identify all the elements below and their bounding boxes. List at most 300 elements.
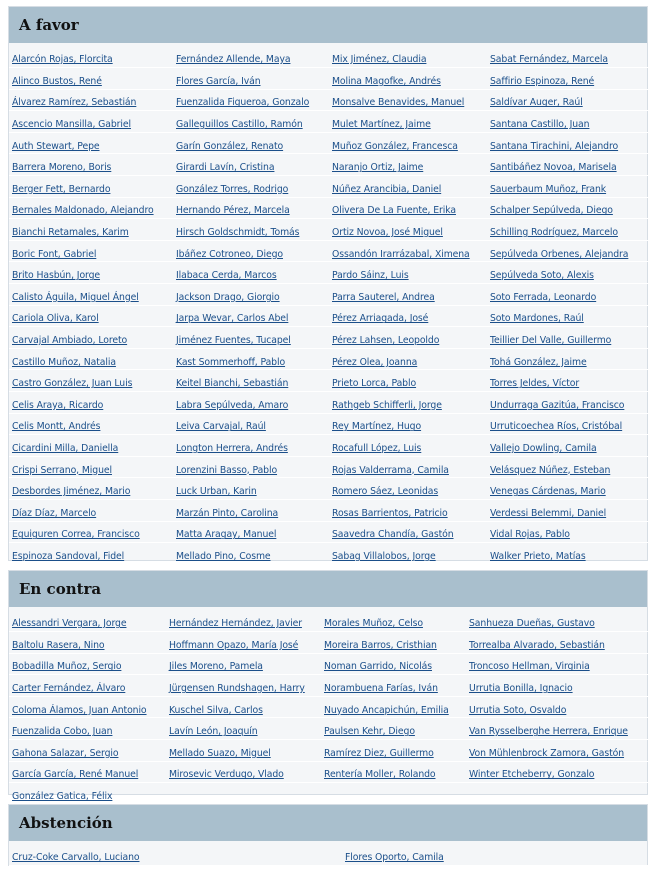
deputy-link[interactable]: Teillier Del Valle, Guillermo <box>490 335 612 347</box>
deputy-link[interactable]: Sepúlveda Soto, Alexis <box>490 270 594 282</box>
deputy-link[interactable]: Santana Castillo, Juan <box>490 119 590 131</box>
table-cell <box>329 284 487 306</box>
deputy-link[interactable]: Matta Aragay, Manuel <box>176 529 277 541</box>
table-row <box>9 718 649 740</box>
table-cell <box>329 327 487 349</box>
deputy-link[interactable]: Ramírez Diez, Guillermo <box>324 747 434 759</box>
table-cell <box>321 610 466 632</box>
table-cell <box>329 543 487 565</box>
deputy-link[interactable]: Cicardini Milla, Daniella <box>12 442 119 454</box>
table-cell <box>9 305 173 327</box>
table-cell <box>321 696 466 718</box>
deputy-link[interactable]: Bernales Maldonado, Alejandro <box>12 205 154 217</box>
table-cell <box>487 413 649 435</box>
deputy-link[interactable]: Pérez Arriagada, José <box>332 313 429 325</box>
table-row <box>9 284 649 306</box>
deputy-link[interactable]: Boric Font, Gabriel <box>12 248 97 260</box>
deputy-link[interactable]: Urrutia Bonilla, Ignacio <box>469 683 573 695</box>
table-cell <box>9 696 166 718</box>
table-cell <box>321 675 466 697</box>
table-cell <box>9 543 173 565</box>
deputy-link[interactable]: Longton Herrera, Andrés <box>176 442 288 454</box>
names-table-abstencion <box>9 844 649 866</box>
deputy-link[interactable]: Labra Sepúlveda, Amaro <box>176 399 289 411</box>
deputy-link[interactable]: Crispi Serrano, Miguel <box>12 464 112 476</box>
table-cell <box>9 284 173 306</box>
deputy-link[interactable]: Calisto Águila, Miguel Ángel <box>12 291 139 303</box>
table-cell <box>9 327 173 349</box>
table-cell <box>173 478 329 500</box>
table-cell <box>9 68 173 90</box>
table-cell <box>487 543 649 565</box>
deputy-link[interactable]: Von Mühlenbrock Zamora, Gastón <box>469 747 625 759</box>
section-title-abstencion: Abstención <box>9 805 647 841</box>
table-cell <box>166 740 321 762</box>
deputy-link[interactable]: Cruz-Coke Carvallo, Luciano <box>12 852 140 864</box>
deputy-link[interactable]: Ibáñez Cotroneo, Diego <box>176 248 283 260</box>
table-cell <box>173 154 329 176</box>
deputy-link[interactable]: Ortiz Novoa, José Miguel <box>332 227 443 239</box>
deputy-link[interactable]: Tohá González, Jaime <box>490 356 587 368</box>
table-cell <box>487 46 649 68</box>
deputy-link[interactable]: Rocafull López, Luis <box>332 442 422 454</box>
table-cell <box>9 219 173 241</box>
table-row <box>9 219 649 241</box>
table-row <box>9 413 649 435</box>
table-cell <box>173 499 329 521</box>
table-cell <box>321 761 466 783</box>
deputy-link[interactable]: Prieto Lorca, Pablo <box>332 378 417 390</box>
table-cell <box>466 610 649 632</box>
table-cell <box>487 478 649 500</box>
deputy-link[interactable]: Jiles Moreno, Pamela <box>169 661 263 673</box>
deputy-link[interactable]: Álvarez Ramírez, Sebastián <box>12 97 137 109</box>
deputy-link[interactable]: Bobadilla Muñoz, Sergio <box>12 661 122 673</box>
table-row <box>9 348 649 370</box>
table-cell <box>9 740 166 762</box>
deputy-link[interactable]: Sanhueza Dueñas, Gustavo <box>469 618 595 630</box>
table-cell <box>466 653 649 675</box>
deputy-link[interactable]: Keitel Bianchi, Sebastián <box>176 378 289 390</box>
deputy-link[interactable]: Fuenzalida Cobo, Juan <box>12 726 113 738</box>
table-cell <box>173 521 329 543</box>
deputy-link[interactable]: Berger Fett, Bernardo <box>12 183 111 195</box>
table-cell <box>9 761 166 783</box>
table-cell <box>9 197 173 219</box>
table-cell <box>173 413 329 435</box>
table-cell <box>321 740 466 762</box>
section-title-en-contra: En contra <box>9 571 647 607</box>
deputy-link[interactable]: Hernando Pérez, Marcela <box>176 205 290 217</box>
table-cell <box>166 653 321 675</box>
table-cell <box>9 456 173 478</box>
table-row <box>9 543 649 565</box>
deputy-link[interactable]: Hernández Hernández, Javier <box>169 618 302 630</box>
deputy-link[interactable]: Mellado Suazo, Miguel <box>169 747 271 759</box>
table-cell <box>9 240 173 262</box>
deputy-link[interactable]: Kast Sommerhoff, Pablo <box>176 356 286 368</box>
table-row <box>9 68 649 90</box>
table-row <box>9 478 649 500</box>
table-cell <box>329 46 487 68</box>
deputy-link[interactable]: Carter Fernández, Álvaro <box>12 683 126 695</box>
table-cell <box>466 696 649 718</box>
deputy-link[interactable]: Undurraga Gazitúa, Francisco <box>490 399 625 411</box>
section-title-a-favor: A favor <box>9 7 647 43</box>
deputy-link[interactable]: Pérez Lahsen, Leopoldo <box>332 335 440 347</box>
table-cell <box>487 284 649 306</box>
table-row <box>9 111 649 133</box>
table-cell <box>487 435 649 457</box>
table-cell <box>9 844 342 866</box>
table-row <box>9 610 649 632</box>
deputy-link[interactable]: Rathgeb Schifferli, Jorge <box>332 399 442 411</box>
deputy-link[interactable]: Fernández Allende, Maya <box>176 54 291 66</box>
table-cell <box>9 132 173 154</box>
table-row <box>9 176 649 198</box>
table-row <box>9 761 649 783</box>
deputy-link[interactable]: Moreira Barros, Cristhian <box>324 639 437 651</box>
table-cell <box>9 675 166 697</box>
deputy-link[interactable]: Venegas Cárdenas, Mario <box>490 486 606 498</box>
table-row <box>9 675 649 697</box>
table-row <box>9 521 649 543</box>
table-cell <box>9 154 173 176</box>
table-row <box>9 696 649 718</box>
table-cell <box>321 783 466 805</box>
table-cell <box>466 675 649 697</box>
table-cell <box>321 632 466 654</box>
deputy-link[interactable]: Eguiguren Correa, Francisco <box>12 529 140 541</box>
deputy-link[interactable]: Kuschel Silva, Carlos <box>169 704 263 716</box>
deputy-link[interactable]: Pardo Sáinz, Luis <box>332 270 409 282</box>
deputy-link[interactable]: Sauerbaum Muñoz, Frank <box>490 183 607 195</box>
deputy-link[interactable]: Norambuena Farías, Iván <box>324 683 438 695</box>
table-cell <box>487 89 649 111</box>
deputy-link[interactable]: Celis Araya, Ricardo <box>12 399 104 411</box>
table-cell <box>487 154 649 176</box>
deputy-link[interactable]: Coloma Álamos, Juan Antonio <box>12 704 147 716</box>
table-cell <box>9 46 173 68</box>
table-row <box>9 370 649 392</box>
table-cell <box>9 392 173 414</box>
table-row <box>9 783 649 805</box>
deputy-link[interactable]: Castro González, Juan Luis <box>12 378 133 390</box>
table-cell <box>9 262 173 284</box>
table-cell <box>329 305 487 327</box>
deputy-link[interactable]: Soto Mardones, Raúl <box>490 313 584 325</box>
deputy-link[interactable]: Mix Jiménez, Claudia <box>332 54 427 66</box>
table-row <box>9 89 649 111</box>
table-cell <box>173 262 329 284</box>
deputy-link[interactable]: Pérez Olea, Joanna <box>332 356 418 368</box>
table-cell <box>173 197 329 219</box>
table-row <box>9 240 649 262</box>
deputy-link[interactable]: García García, René Manuel <box>12 769 139 781</box>
table-cell <box>487 499 649 521</box>
deputy-link[interactable]: Rey Martínez, Hugo <box>332 421 422 433</box>
deputy-link[interactable]: Saffirio Espinoza, René <box>490 75 595 87</box>
deputy-link[interactable]: Urruticoechea Ríos, Cristóbal <box>490 421 623 433</box>
deputy-link[interactable]: Olivera De La Fuente, Erika <box>332 205 456 217</box>
table-cell <box>487 262 649 284</box>
section-abstencion <box>8 804 648 866</box>
table-cell <box>487 132 649 154</box>
deputy-link[interactable]: Flores García, Iván <box>176 75 261 87</box>
table-cell <box>173 132 329 154</box>
table-cell <box>487 111 649 133</box>
table-cell <box>329 370 487 392</box>
deputy-link[interactable]: Van Rysselberghe Herrera, Enrique <box>469 726 628 738</box>
deputy-link[interactable]: Mulet Martínez, Jaime <box>332 119 431 131</box>
table-cell <box>173 543 329 565</box>
table-cell <box>173 89 329 111</box>
deputy-link[interactable]: Rosas Barrientos, Patricio <box>332 507 448 519</box>
table-cell <box>329 132 487 154</box>
deputy-link[interactable]: Santibáñez Novoa, Marisela <box>490 162 617 174</box>
deputy-link[interactable]: Baltolu Rasera, Nino <box>12 639 105 651</box>
table-cell <box>9 176 173 198</box>
deputy-link[interactable]: Ossandón Irarrázabal, Ximena <box>332 248 470 260</box>
deputy-link[interactable]: González Torres, Rodrigo <box>176 183 289 195</box>
table-cell <box>329 348 487 370</box>
table-cell <box>173 176 329 198</box>
table-row <box>9 262 649 284</box>
table-cell <box>173 284 329 306</box>
deputy-link[interactable]: Celis Montt, Andrés <box>12 421 101 433</box>
deputy-link[interactable]: Urrutia Soto, Osvaldo <box>469 704 567 716</box>
table-cell <box>329 89 487 111</box>
table-cell <box>173 46 329 68</box>
deputy-link[interactable]: Alarcón Rojas, Florcita <box>12 54 113 66</box>
table-cell <box>9 632 166 654</box>
table-row <box>9 632 649 654</box>
deputy-link[interactable]: Galleguillos Castillo, Ramón <box>176 119 303 131</box>
deputy-link[interactable]: González Gatica, Félix <box>12 791 113 803</box>
deputy-link[interactable]: Troncoso Hellman, Virginia <box>469 661 590 673</box>
table-cell <box>487 521 649 543</box>
table-cell <box>321 653 466 675</box>
deputy-link[interactable]: Sabag Villalobos, Jorge <box>332 550 436 562</box>
deputy-link[interactable]: Barrera Moreno, Boris <box>12 162 112 174</box>
table-cell <box>9 478 173 500</box>
table-row <box>9 456 649 478</box>
table-cell <box>329 392 487 414</box>
table-cell <box>329 111 487 133</box>
deputy-link[interactable]: Rentería Moller, Rolando <box>324 769 436 781</box>
table-row <box>9 197 649 219</box>
table-cell <box>9 653 166 675</box>
table-cell <box>329 435 487 457</box>
deputy-link[interactable]: Mirosevic Verdugo, Vlado <box>169 769 284 781</box>
deputy-link[interactable]: Nuyado Ancapichún, Emilia <box>324 704 449 716</box>
table-cell <box>173 456 329 478</box>
table-row <box>9 653 649 675</box>
deputy-link[interactable]: Gahona Salazar, Sergio <box>12 747 119 759</box>
table-cell <box>173 392 329 414</box>
deputy-link[interactable]: Díaz Díaz, Marcelo <box>12 507 97 519</box>
table-cell <box>487 176 649 198</box>
table-cell <box>173 240 329 262</box>
table-cell <box>329 68 487 90</box>
deputy-link[interactable]: Cariola Oliva, Karol <box>12 313 99 325</box>
table-cell <box>487 392 649 414</box>
deputy-link[interactable]: Castillo Muñoz, Natalia <box>12 356 116 368</box>
deputy-link[interactable]: Auth Stewart, Pepe <box>12 140 100 152</box>
deputy-link[interactable]: Luck Urban, Karin <box>176 486 257 498</box>
table-row <box>9 305 649 327</box>
deputy-link[interactable]: Hirsch Goldschmidt, Tomás <box>176 227 300 239</box>
deputy-link[interactable]: Lavín León, Joaquín <box>169 726 258 738</box>
deputy-link[interactable]: Muñoz González, Francesca <box>332 140 458 152</box>
table-row <box>9 392 649 414</box>
deputy-link[interactable]: Sabat Fernández, Marcela <box>490 54 608 66</box>
table-cell <box>487 348 649 370</box>
table-row <box>9 740 649 762</box>
table-cell <box>173 305 329 327</box>
table-cell <box>166 761 321 783</box>
table-row <box>9 132 649 154</box>
table-cell <box>173 219 329 241</box>
deputy-link[interactable]: Schilling Rodríguez, Marcelo <box>490 227 618 239</box>
table-cell <box>329 219 487 241</box>
table-cell <box>166 783 321 805</box>
deputy-link[interactable]: Santana Tirachini, Alejandro <box>490 140 619 152</box>
deputy-link[interactable]: Brito Hasbún, Jorge <box>12 270 101 282</box>
table-cell <box>329 154 487 176</box>
table-cell <box>487 68 649 90</box>
deputy-link[interactable]: Mellado Pino, Cosme <box>176 550 271 562</box>
deputy-link[interactable]: Ilabaca Cerda, Marcos <box>176 270 277 282</box>
names-table-en-contra <box>9 610 649 805</box>
deputy-link[interactable]: Vallejo Dowling, Camila <box>490 442 597 454</box>
deputy-link[interactable]: Lorenzini Basso, Pablo <box>176 464 278 476</box>
table-cell <box>9 348 173 370</box>
deputy-link[interactable]: Parra Sauterel, Andrea <box>332 291 435 303</box>
deputy-link[interactable]: Naranjo Ortiz, Jaime <box>332 162 424 174</box>
table-cell <box>166 718 321 740</box>
deputy-link[interactable]: Verdessi Belemmi, Daniel <box>490 507 607 519</box>
table-cell <box>173 370 329 392</box>
table-cell <box>166 632 321 654</box>
table-cell <box>329 499 487 521</box>
deputy-link[interactable]: Ascencio Mansilla, Gabriel <box>12 119 131 131</box>
deputy-link[interactable]: Noman Garrido, Nicolás <box>324 661 432 673</box>
deputy-link[interactable]: Romero Sáez, Leonidas <box>332 486 439 498</box>
table-row <box>9 46 649 68</box>
deputy-link[interactable]: Girardi Lavín, Cristina <box>176 162 275 174</box>
deputy-link[interactable]: Schalper Sepúlveda, Diego <box>490 205 613 217</box>
deputy-link[interactable]: Winter Etcheberry, Gonzalo <box>469 769 595 781</box>
table-cell <box>173 111 329 133</box>
table-cell <box>329 176 487 198</box>
deputy-link[interactable]: Leiva Carvajal, Raúl <box>176 421 266 433</box>
table-cell <box>466 783 649 805</box>
vote-results <box>8 6 648 866</box>
deputy-link[interactable]: Carvajal Ambiado, Loreto <box>12 335 128 347</box>
table-row <box>9 844 649 866</box>
deputy-link[interactable]: Hoffmann Opazo, María José <box>169 639 299 651</box>
table-cell <box>466 632 649 654</box>
deputy-link[interactable]: Saldívar Auger, Raúl <box>490 97 583 109</box>
table-cell <box>9 499 173 521</box>
deputy-link[interactable]: Alessandri Vergara, Jorge <box>12 618 127 630</box>
deputy-link[interactable]: Jiménez Fuentes, Tucapel <box>176 335 291 347</box>
table-cell <box>173 435 329 457</box>
table-row <box>9 154 649 176</box>
deputy-link[interactable]: Núñez Arancibia, Daniel <box>332 183 442 195</box>
table-cell <box>9 718 166 740</box>
deputy-link[interactable]: Marzán Pinto, Carolina <box>176 507 279 519</box>
table-cell <box>329 413 487 435</box>
table-cell <box>9 610 166 632</box>
table-cell <box>487 197 649 219</box>
section-a-favor <box>8 6 648 561</box>
table-cell <box>9 435 173 457</box>
deputy-link[interactable]: Paulsen Kehr, Diego <box>324 726 415 738</box>
table-cell <box>166 696 321 718</box>
table-cell <box>166 675 321 697</box>
deputy-link[interactable]: Jackson Drago, Giorgio <box>176 291 280 303</box>
deputy-link[interactable]: Jarpa Wevar, Carlos Abel <box>176 313 289 325</box>
deputy-link[interactable]: Desbordes Jiménez, Mario <box>12 486 131 498</box>
deputy-link[interactable]: Fuenzalida Figueroa, Gonzalo <box>176 97 310 109</box>
deputy-link[interactable]: Soto Ferrada, Leonardo <box>490 291 597 303</box>
deputy-link[interactable]: Flores Oporto, Camila <box>345 852 444 864</box>
table-cell <box>329 456 487 478</box>
deputy-link[interactable]: Vidal Rojas, Pablo <box>490 529 570 541</box>
deputy-link[interactable]: Walker Prieto, Matías <box>490 550 586 562</box>
table-cell <box>9 521 173 543</box>
deputy-link[interactable]: Molina Magofke, Andrés <box>332 75 441 87</box>
table-cell <box>329 240 487 262</box>
table-cell <box>329 478 487 500</box>
table-cell <box>487 456 649 478</box>
deputy-link[interactable]: Bianchi Retamales, Karim <box>12 227 129 239</box>
table-cell <box>321 718 466 740</box>
table-cell <box>487 370 649 392</box>
table-cell <box>329 521 487 543</box>
deputy-link[interactable]: Monsalve Benavides, Manuel <box>332 97 465 109</box>
deputy-link[interactable]: Saavedra Chandía, Gastón <box>332 529 454 541</box>
table-cell <box>9 413 173 435</box>
deputy-link[interactable]: Espinoza Sandoval, Fidel <box>12 550 125 562</box>
table-cell <box>466 761 649 783</box>
table-cell <box>329 197 487 219</box>
deputy-link[interactable]: Torres Jeldes, Víctor <box>490 378 580 390</box>
deputy-link[interactable]: Torrealba Alvarado, Sebastián <box>469 639 605 651</box>
table-cell <box>166 610 321 632</box>
table-cell <box>9 370 173 392</box>
table-cell <box>487 327 649 349</box>
deputy-link[interactable]: Morales Muñoz, Celso <box>324 618 423 630</box>
table-cell <box>9 783 166 805</box>
table-cell <box>487 219 649 241</box>
table-row <box>9 499 649 521</box>
deputy-link[interactable]: Alinco Bustos, René <box>12 75 102 87</box>
table-cell <box>487 305 649 327</box>
deputy-link[interactable]: Sepúlveda Orbenes, Alejandra <box>490 248 629 260</box>
deputy-link[interactable]: Jürgensen Rundshagen, Harry <box>169 683 305 695</box>
table-cell <box>173 348 329 370</box>
table-row <box>9 435 649 457</box>
table-cell <box>329 262 487 284</box>
deputy-link[interactable]: Garín González, Renato <box>176 140 284 152</box>
deputy-link[interactable]: Rojas Valderrama, Camila <box>332 464 449 476</box>
table-cell <box>487 240 649 262</box>
deputy-link[interactable]: Velásquez Núñez, Esteban <box>490 464 611 476</box>
table-cell <box>466 718 649 740</box>
